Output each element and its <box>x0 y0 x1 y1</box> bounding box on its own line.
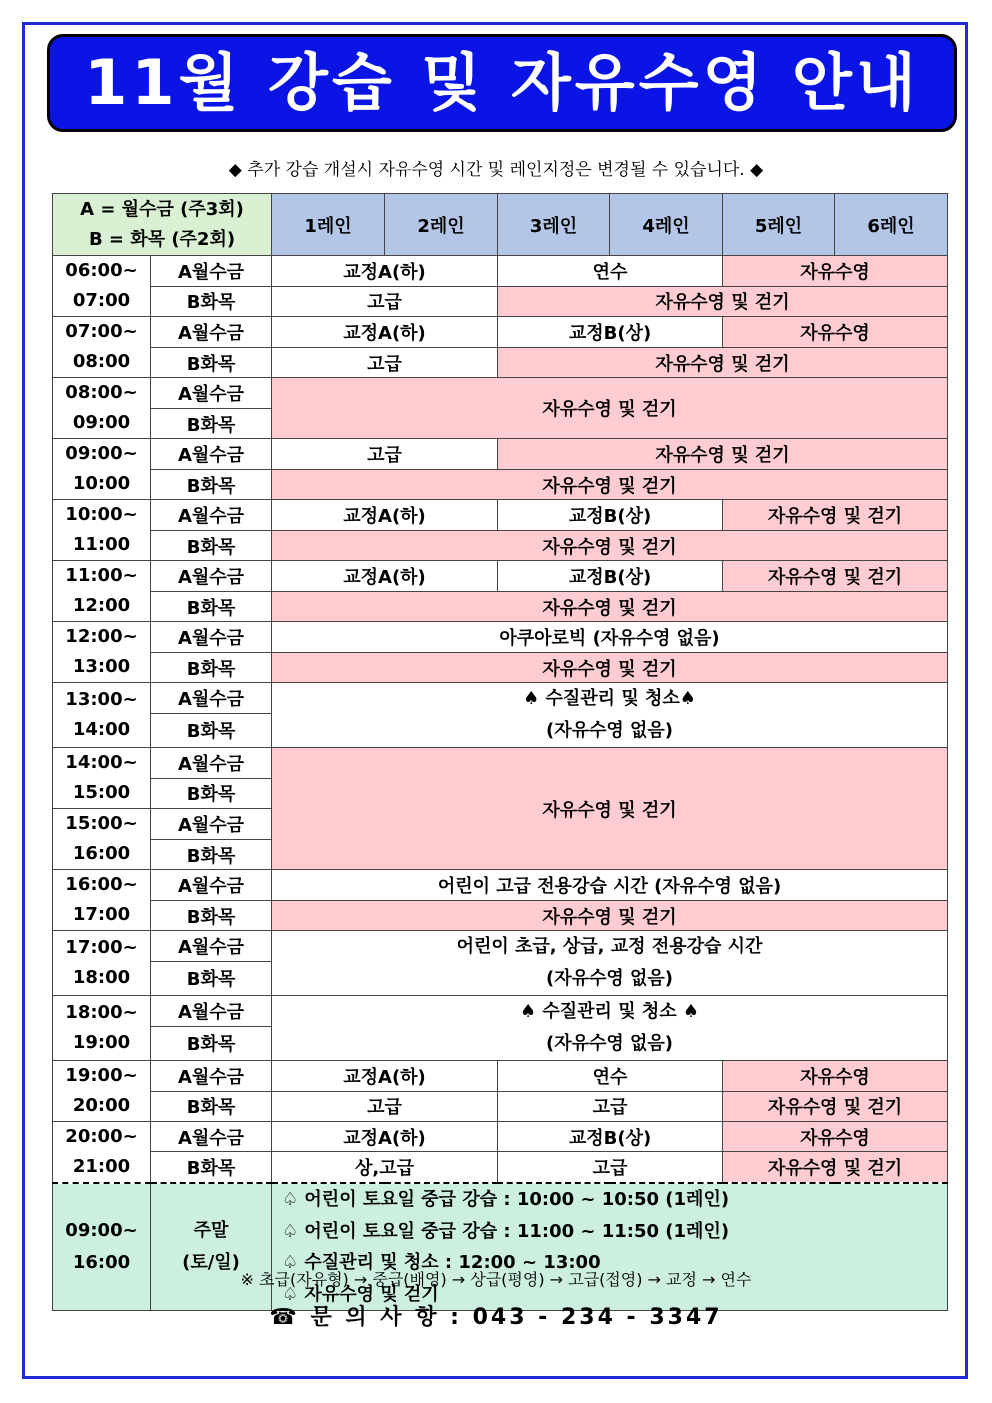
schedule-cell <box>272 996 948 1061</box>
day-a-label: A월수금 <box>151 439 272 470</box>
schedule-cell: 교정A(하) <box>272 256 498 287</box>
day-a-label: A월수금 <box>151 256 272 287</box>
day-a-label: A월수금 <box>151 378 272 409</box>
notice-text: ◆ 추가 강습 개설시 자유수영 시간 및 레인지정은 변경될 수 있습니다. ◆ <box>228 160 764 180</box>
schedule-cell: 자유수영 및 걷기 <box>498 348 948 378</box>
day-b-label: B화목 <box>151 348 272 378</box>
schedule-cell: 교정B(상) <box>498 1122 723 1152</box>
day-a-label: A월수금 <box>151 683 272 714</box>
no-free-swim-text: (자유수영 없음) <box>545 1033 674 1054</box>
schedule-cell <box>272 931 948 996</box>
schedule-cell: 자유수영 및 걷기 <box>272 378 948 439</box>
schedule-cell: 자유수영 및 걷기 <box>272 470 948 500</box>
schedule-cell: 아쿠아로빅 (자유수영 없음) <box>272 622 948 653</box>
time-slot: 14:00~ 15:00 <box>53 748 151 809</box>
schedule-cell: 고급 <box>498 1152 723 1183</box>
lane-header: 3레인 <box>498 194 610 256</box>
weekend-time-slot: 09:00~ 16:00 <box>53 1183 151 1311</box>
day-b-label: B화목 <box>151 531 272 561</box>
time-slot: 12:00~ 13:00 <box>53 622 151 683</box>
time-slot: 11:00~ 12:00 <box>53 561 151 622</box>
time-slot: 16:00~ 17:00 <box>53 870 151 931</box>
lane-header: 2레인 <box>385 194 498 256</box>
schedule-cell: 고급 <box>498 1091 723 1122</box>
cleaning-text: ♠ 수질관리 및 청소♠ <box>523 688 696 709</box>
day-b-label: B화목 <box>151 778 272 809</box>
lane-header: 4레인 <box>610 194 723 256</box>
lane-header: 5레인 <box>723 194 835 256</box>
time-slot: 09:00~ 10:00 <box>53 439 151 500</box>
schedule-cell: 어린이 고급 전용강습 시간 (자유수영 없음) <box>272 870 948 901</box>
schedule-cell: 자유수영 및 걷기 <box>723 500 948 531</box>
day-b-label: B화목 <box>151 1152 272 1183</box>
day-a-label: A월수금 <box>151 622 272 653</box>
day-b-label: B화목 <box>151 592 272 622</box>
schedule-cell: 연수 <box>498 1061 723 1092</box>
weekend-line: ♤ 수질관리 및 청소 : 12:00 ~ 13:00 <box>282 1252 601 1273</box>
day-b-label: B화목 <box>151 961 272 995</box>
time-slot: 20:00~ 21:00 <box>53 1122 151 1184</box>
time-slot: 07:00~ 08:00 <box>53 317 151 378</box>
legend-a: A = 월수금 (주3회) <box>80 198 244 220</box>
schedule-cell: 교정A(하) <box>272 317 498 348</box>
schedule-cell: 자유수영 <box>723 317 948 348</box>
contact-info: ☎ 문 의 사 항 : 043 - 234 - 3347 <box>269 1305 723 1330</box>
weekend-day-label: 주말 (토/일) <box>151 1183 272 1311</box>
weekend-line: ♤ 어린이 토요일 중급 강습 : 10:00 ~ 10:50 (1레인) <box>282 1189 730 1210</box>
schedule-cell: 교정A(하) <box>272 561 498 592</box>
schedule-cell: 자유수영 및 걷기 <box>723 1152 948 1183</box>
schedule-cell: 자유수영 및 걷기 <box>498 286 948 317</box>
schedule-cell: 자유수영 및 걷기 <box>272 901 948 931</box>
schedule-table <box>52 193 947 1311</box>
time-slot: 10:00~ 11:00 <box>53 500 151 561</box>
time-slot: 19:00~ 20:00 <box>53 1061 151 1122</box>
day-b-label: B화목 <box>151 1026 272 1060</box>
day-a-label: A월수금 <box>151 748 272 779</box>
legend-b: B = 화목 (주2회) <box>88 228 236 250</box>
time-slot: 15:00~ 16:00 <box>53 809 151 870</box>
schedule-cell: 자유수영 <box>723 1061 948 1092</box>
time-slot: 08:00~ 09:00 <box>53 378 151 439</box>
schedule-cell: 교정A(하) <box>272 1122 498 1152</box>
schedule-cell: 교정B(상) <box>498 500 723 531</box>
schedule-cell: 교정B(상) <box>498 561 723 592</box>
weekend-line: ♤ 자유수영 및 걷기 <box>282 1283 439 1305</box>
lane-header: 6레인 <box>835 194 948 256</box>
schedule-cell: 자유수영 및 걷기 <box>272 592 948 622</box>
schedule-cell: 자유수영 및 걷기 <box>272 653 948 683</box>
day-a-label: A월수금 <box>151 561 272 592</box>
schedule-cell: 연수 <box>498 256 723 287</box>
schedule-cell: 자유수영 및 걷기 <box>723 561 948 592</box>
day-a-label: A월수금 <box>151 809 272 840</box>
legend-cell <box>53 194 272 256</box>
day-b-label: B화목 <box>151 286 272 317</box>
day-a-label: A월수금 <box>151 870 272 901</box>
day-b-label: B화목 <box>151 409 272 439</box>
schedule-cell: 자유수영 및 걷기 <box>272 531 948 561</box>
weekend-info <box>272 1183 948 1311</box>
schedule-cell: 고급 <box>272 1091 498 1122</box>
schedule-cell: 고급 <box>272 286 498 317</box>
day-b-label: B화목 <box>151 840 272 870</box>
schedule-cell: 자유수영 <box>723 256 948 287</box>
schedule-cell: 자유수영 및 걷기 <box>723 1091 948 1122</box>
day-b-label: B화목 <box>151 653 272 683</box>
day-b-label: B화목 <box>151 470 272 500</box>
schedule-cell: 고급 <box>272 439 498 470</box>
schedule-cell: 교정B(상) <box>498 317 723 348</box>
no-free-swim-text: (자유수영 없음) <box>545 720 674 741</box>
day-b-label: B화목 <box>151 1091 272 1122</box>
level-footnote: ※ 초급(자유형) → 중급(배영) → 상급(평영) → 고급(접영) → 교정 → 연수 <box>240 1270 752 1289</box>
day-b-label: B화목 <box>151 901 272 931</box>
day-a-label: A월수금 <box>151 1061 272 1092</box>
schedule-cell: 자유수영 <box>723 1122 948 1152</box>
schedule-cell: 교정A(하) <box>272 500 498 531</box>
time-slot: 17:00~ 18:00 <box>53 931 151 996</box>
kids-lesson-text: 어린이 초급, 상급, 교정 전용강습 시간 <box>456 936 763 957</box>
schedule-cell: 교정A(하) <box>272 1061 498 1092</box>
day-a-label: A월수금 <box>151 931 272 962</box>
day-a-label: A월수금 <box>151 1122 272 1152</box>
schedule-cell: 자유수영 및 걷기 <box>498 439 948 470</box>
no-free-swim-text: (자유수영 없음) <box>545 968 674 989</box>
time-slot: 13:00~ 14:00 <box>53 683 151 748</box>
day-a-label: A월수금 <box>151 996 272 1027</box>
schedule-cell: 고급 <box>272 348 498 378</box>
day-b-label: B화목 <box>151 713 272 747</box>
time-slot: 06:00~ 07:00 <box>53 256 151 317</box>
lane-header: 1레인 <box>272 194 385 256</box>
schedule-cell: 자유수영 및 걷기 <box>272 748 948 870</box>
day-a-label: A월수금 <box>151 317 272 348</box>
day-a-label: A월수금 <box>151 500 272 531</box>
page-title: 11월 강습 및 자유수영 안내 <box>47 34 957 132</box>
schedule-cell: 상,고급 <box>272 1152 498 1183</box>
schedule-cell <box>272 683 948 748</box>
time-slot: 18:00~ 19:00 <box>53 996 151 1061</box>
weekend-line: ♤ 어린이 토요일 중급 강습 : 11:00 ~ 11:50 (1레인) <box>282 1220 730 1242</box>
cleaning-text: ♠ 수질관리 및 청소 ♠ <box>519 1001 700 1022</box>
